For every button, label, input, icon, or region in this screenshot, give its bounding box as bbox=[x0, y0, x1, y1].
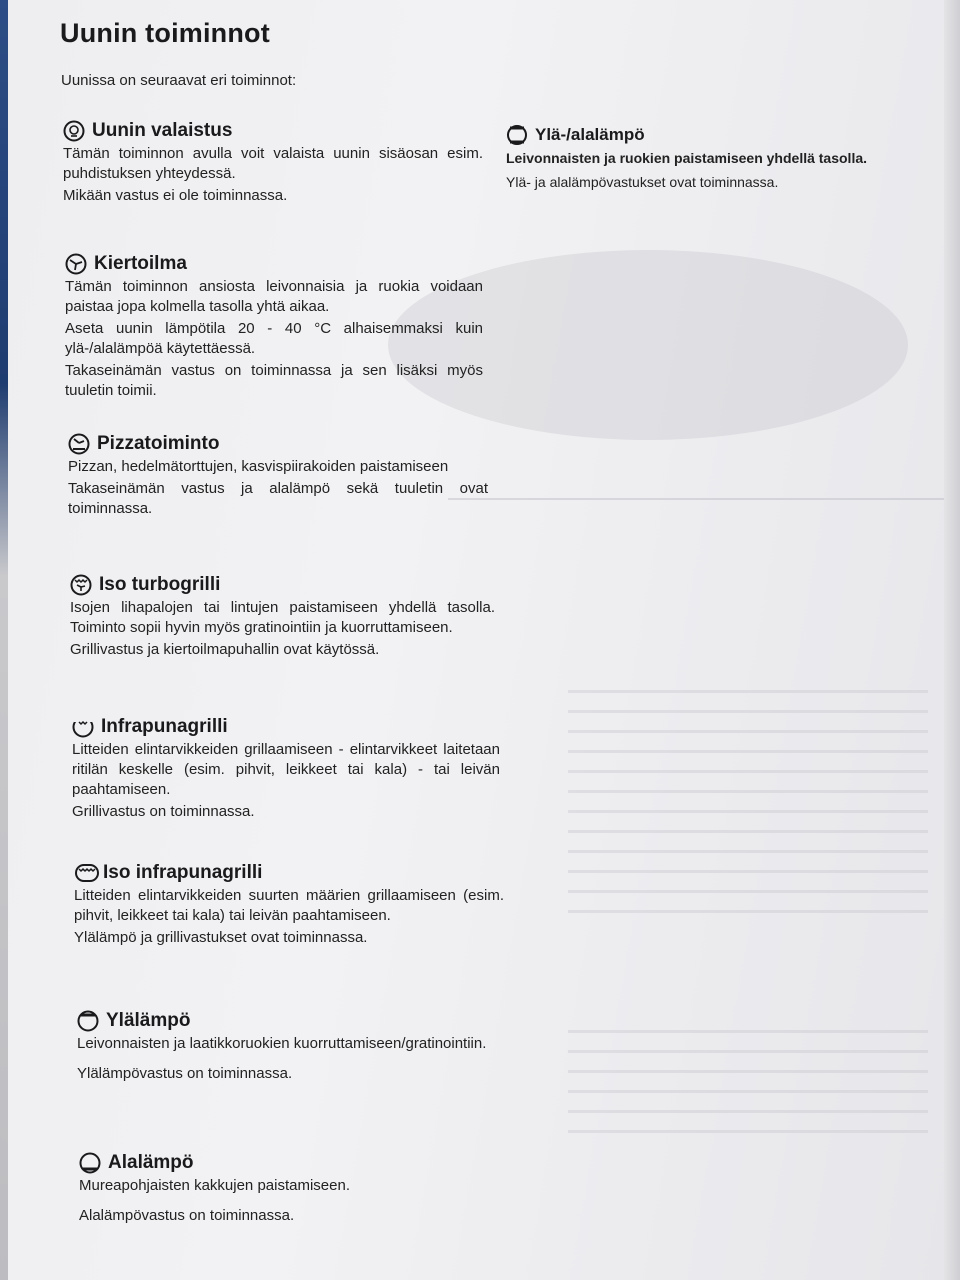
section-body: Grillivastus on toiminnassa. bbox=[72, 803, 255, 820]
fan-icon bbox=[65, 253, 87, 275]
manual-page bbox=[8, 0, 960, 1280]
section-body: Mikään vastus ei ole toiminnassa. bbox=[63, 187, 288, 204]
section-top-bottom-heat bbox=[506, 124, 898, 192]
top-heat-icon bbox=[77, 1010, 99, 1032]
section-body: Tämän toiminnon ansiosta leivonnaisia ja ruokia voidaan paistaa jopa kolmella tasolla yhtä aikaa. bbox=[65, 278, 483, 315]
lamp-icon bbox=[63, 120, 85, 142]
large-infrared-grill-icon bbox=[74, 862, 96, 884]
section-header bbox=[63, 120, 483, 142]
infrared-grill-icon bbox=[72, 716, 94, 738]
section-header bbox=[65, 253, 483, 275]
turbo-grill-icon bbox=[70, 574, 92, 596]
section-body: Leivonnaisten ja ruokien paistamiseen yhdellä tasolla. bbox=[506, 150, 868, 166]
section-title: Kiertoilma bbox=[94, 253, 187, 274]
section-body: Mureapohjaisten kakkujen paistamiseen. bbox=[79, 1177, 350, 1194]
section-oven-light bbox=[63, 120, 483, 206]
section-header bbox=[506, 124, 898, 146]
section-title: Uunin valaistus bbox=[92, 120, 233, 141]
section-body: Litteiden elintarvikkeiden grillaamiseen - elintarvikkeet laitetaan ritilän keskelle (esim. pihvit, leikkeet tai kala) - tai leivän paahtamiseen. bbox=[72, 741, 500, 798]
section-header bbox=[70, 574, 495, 596]
section-title: Pizzatoiminto bbox=[97, 433, 220, 454]
section-header bbox=[79, 1152, 509, 1174]
page-edge-shadow bbox=[944, 0, 960, 1280]
section-title: Ylälämpö bbox=[106, 1010, 191, 1031]
section-bottom-heat bbox=[79, 1152, 509, 1226]
section-body: Isojen lihapalojen tai lintujen paistamiseen yhdellä tasolla. Toiminto sopii hyvin myös gratinointiin ja kuorruttamiseen. bbox=[70, 599, 495, 636]
section-body: Ylälämpö ja grillivastukset ovat toiminnassa. bbox=[74, 929, 368, 946]
section-body: Alalämpövastus on toiminnassa. bbox=[79, 1207, 295, 1224]
section-body: Litteiden elintarvikkeiden suurten määrien grillaamiseen (esim. pihvit, leikkeet tai kala) tai leivän paahtamiseen. bbox=[74, 887, 504, 924]
section-title: Iso turbogrilli bbox=[99, 574, 221, 595]
section-body: Pizzan, hedelmätorttujen, kasvispiirakoiden paistamiseen bbox=[68, 458, 449, 475]
section-top-heat bbox=[77, 1010, 507, 1084]
pizza-fan-icon bbox=[68, 433, 90, 455]
section-header bbox=[72, 716, 500, 738]
section-title: Alalämpö bbox=[108, 1152, 194, 1173]
bleed-through-line bbox=[448, 498, 948, 500]
section-large-infrared-grill bbox=[74, 862, 504, 948]
section-body: Grillivastus ja kiertoilmapuhallin ovat käytössä. bbox=[70, 641, 380, 658]
section-pizza bbox=[68, 433, 488, 519]
section-title: Infrapunagrilli bbox=[101, 716, 228, 737]
section-body: Ylälämpövastus on toiminnassa. bbox=[77, 1065, 293, 1082]
section-header bbox=[77, 1010, 507, 1032]
section-convection bbox=[65, 253, 483, 401]
section-body: Takaseinämän vastus ja alalämpö sekä tuuletin ovat toiminnassa. bbox=[68, 480, 488, 517]
section-body: Tämän toiminnon avulla voit valaista uunin sisäosan esim. puhdistuksen yhteydessä. bbox=[63, 145, 483, 182]
bleed-through-text-block bbox=[568, 1030, 928, 1140]
intro-text: Uunissa on seuraavat eri toiminnot: bbox=[61, 72, 297, 89]
page-binding-edge bbox=[0, 0, 8, 1280]
bottom-heat-icon bbox=[79, 1152, 101, 1174]
section-body: Ylä- ja alalämpövastukset ovat toiminnassa. bbox=[506, 174, 779, 190]
section-body: Takaseinämän vastus on toiminnassa ja sen lisäksi myös tuuletin toimii. bbox=[65, 362, 483, 399]
section-large-turbo-grill bbox=[70, 574, 495, 660]
page-title: Uunin toiminnot bbox=[60, 18, 270, 48]
section-header bbox=[74, 862, 504, 884]
section-infrared-grill bbox=[72, 716, 500, 822]
section-title: Ylä-/alalämpö bbox=[535, 125, 645, 144]
section-body: Aseta uunin lämpötila 20 - 40 °C alhaisemmaksi kuin ylä-/alalämpöä käytettäessä. bbox=[65, 320, 483, 357]
section-header bbox=[68, 433, 488, 455]
top-bottom-heat-icon bbox=[506, 124, 528, 146]
section-title: Iso infrapunagrilli bbox=[103, 862, 263, 883]
bleed-through-text-block bbox=[568, 690, 928, 920]
section-body: Leivonnaisten ja laatikkoruokien kuorruttamiseen/gratinointiin. bbox=[77, 1035, 487, 1052]
